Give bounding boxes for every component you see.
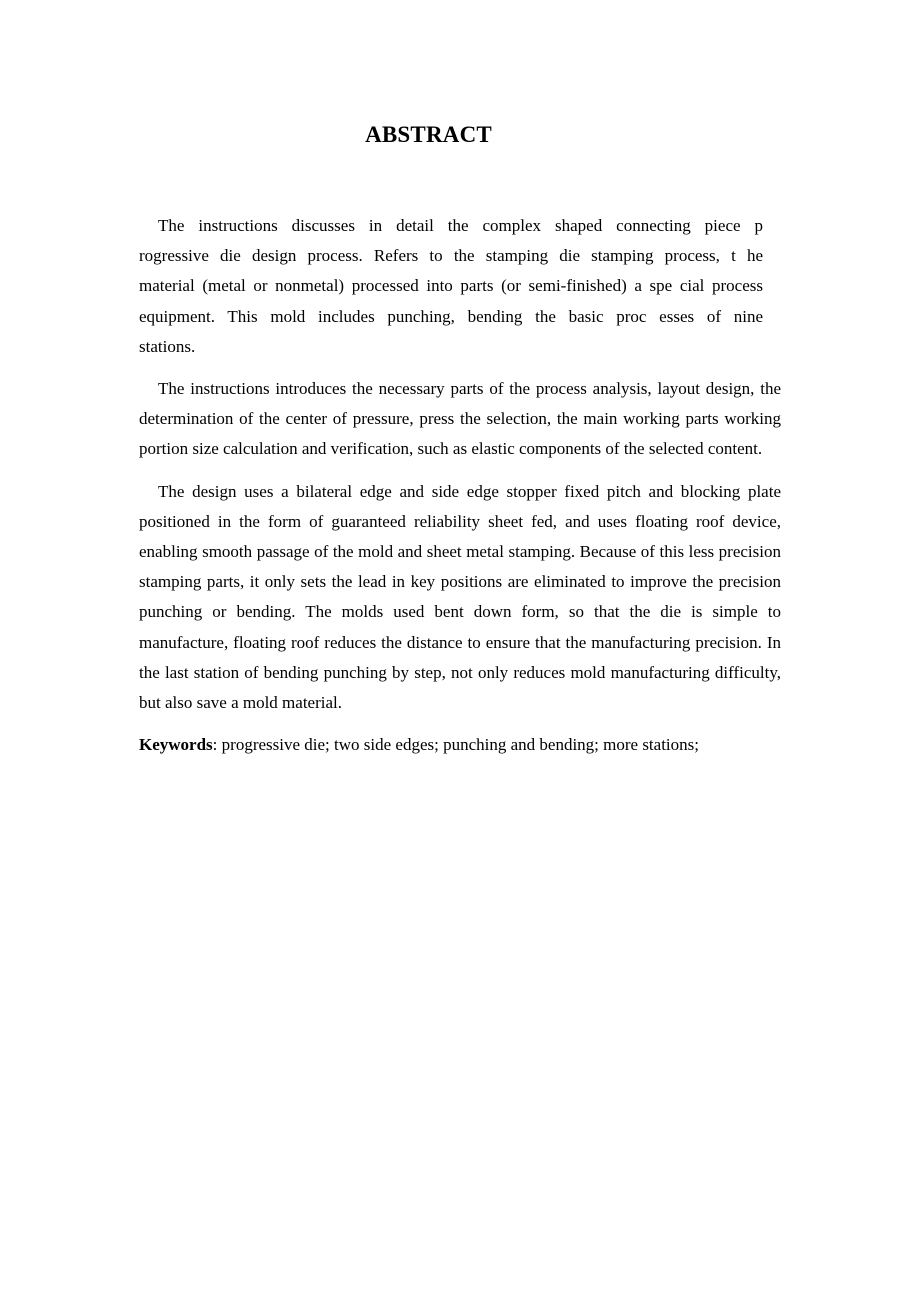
abstract-paragraph-2: The instructions introduces the necessary parts of the process analysis, layout design, the determination of the center of pressure, press the selection, the main working parts working portion size calculation and verification, such as elastic components of the selected content. xyxy=(139,379,781,459)
keywords-separator: : xyxy=(212,735,218,755)
keywords-text: progressive die; two side edges; punching and bending; more stations; xyxy=(217,735,699,755)
keywords-line xyxy=(139,730,781,760)
abstract-body xyxy=(139,211,781,760)
keywords-label: Keywords xyxy=(139,735,213,755)
abstract-paragraph-1: The instructions discusses in detail the complex shaped connecting piece p rogressive die design process. Refers to the stamping die stamping process, t he material (metal or nonmetal) processed into parts (or semi-finished) a spe cial process equipment. This mold includes punching, bending the basic proc esses of nine stations. xyxy=(139,216,763,356)
abstract-title: ABSTRACT xyxy=(365,122,492,147)
abstract-paragraph-3: The design uses a bilateral edge and side edge stopper fixed pitch and blocking plate positioned in the form of guaranteed reliability sheet fed, and uses floating roof device, enabling smooth passage of the mold and sheet metal stamping. Because of this less precision stamping parts, it only sets the lead in key positions are eliminated to improve the precision punching or bending. The molds used bent down form, so that the die is simple to manufacture, floating roof reduces the distance to ensure that the manufacturing precision. In the last station of bending punching by step, not only reduces mold manufacturing difficulty, but also save a mold material. xyxy=(139,481,781,713)
